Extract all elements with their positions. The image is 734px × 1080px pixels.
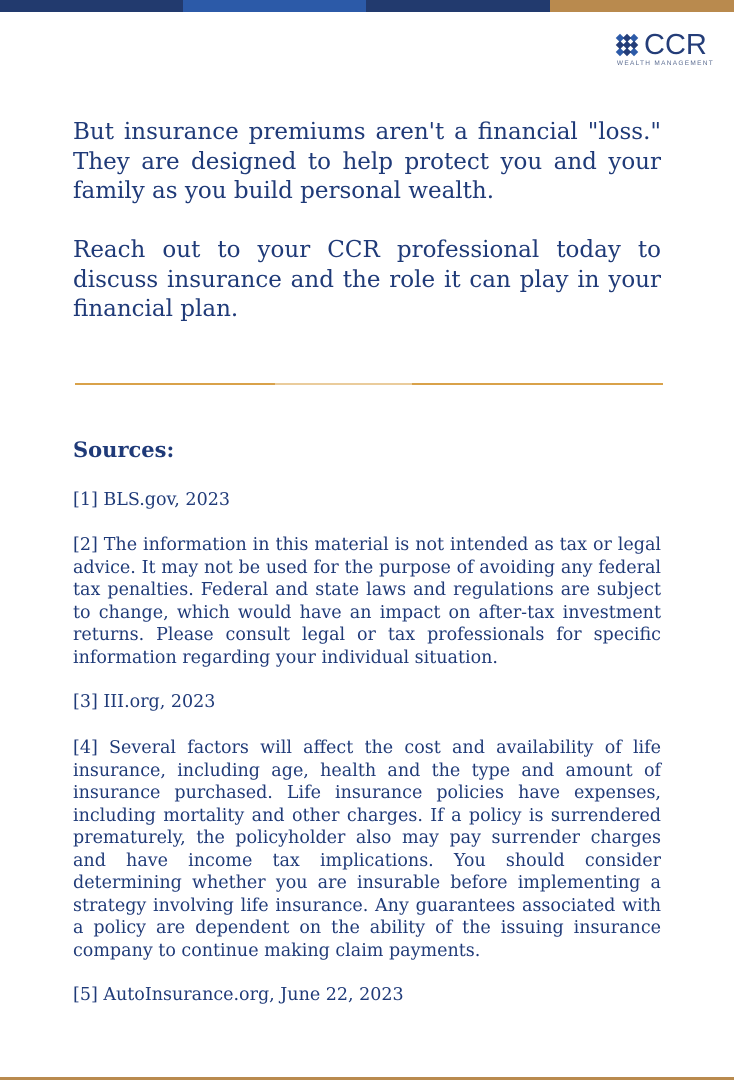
section-divider [75, 383, 663, 385]
source-item: [2] The information in this material is not intended as tax or legal advice. It may not be used for the purpose of avoiding any federal tax penalties. Federal and state laws and regulations are subject to change, which would have an impact on after-tax investment returns. Please consult legal or tax professionals for specific information regarding your individual situation. [73, 535, 661, 668]
ccr-mark-icon [614, 32, 640, 58]
top-bar-segment [550, 0, 734, 12]
sources-heading: Sources: [73, 437, 175, 462]
top-bar-segment [0, 0, 183, 12]
top-bar-segment [183, 0, 366, 12]
call-to-action-paragraph: Reach out to your CCR professional today to discuss insurance and the role it can play in your financial plan. [73, 237, 661, 322]
intro-paragraph: But insurance premiums aren't a financial "loss." They are designed to help protect you and your family as you build personal wealth. [73, 119, 661, 204]
source-item: [1] BLS.gov, 2023 [73, 490, 230, 510]
ccr-logo [614, 30, 714, 70]
top-bar-segment [366, 0, 550, 12]
logo-wordmark: CCR [644, 29, 707, 61]
top-color-bar [0, 0, 734, 12]
source-item: [5] AutoInsurance.org, June 22, 2023 [73, 985, 404, 1005]
source-item: [4] Several factors will affect the cost and availability of life insurance, including age, health and the type and amount of insurance purchased. Life insurance policies have expenses, including mortality and other charges. If a policy is surrendered prematurely, the policyholder also may pay surrender charges and have income tax implications. You should consider determining whether you are insurable before implementing a strategy involving life insurance. Any guarantees associated with a policy are dependent on the ability of the issuing insurance company to continue making claim payments. [73, 738, 661, 961]
logo-tagline: WEALTH MANAGEMENT [616, 60, 714, 67]
source-item: [3] III.org, 2023 [73, 692, 216, 712]
